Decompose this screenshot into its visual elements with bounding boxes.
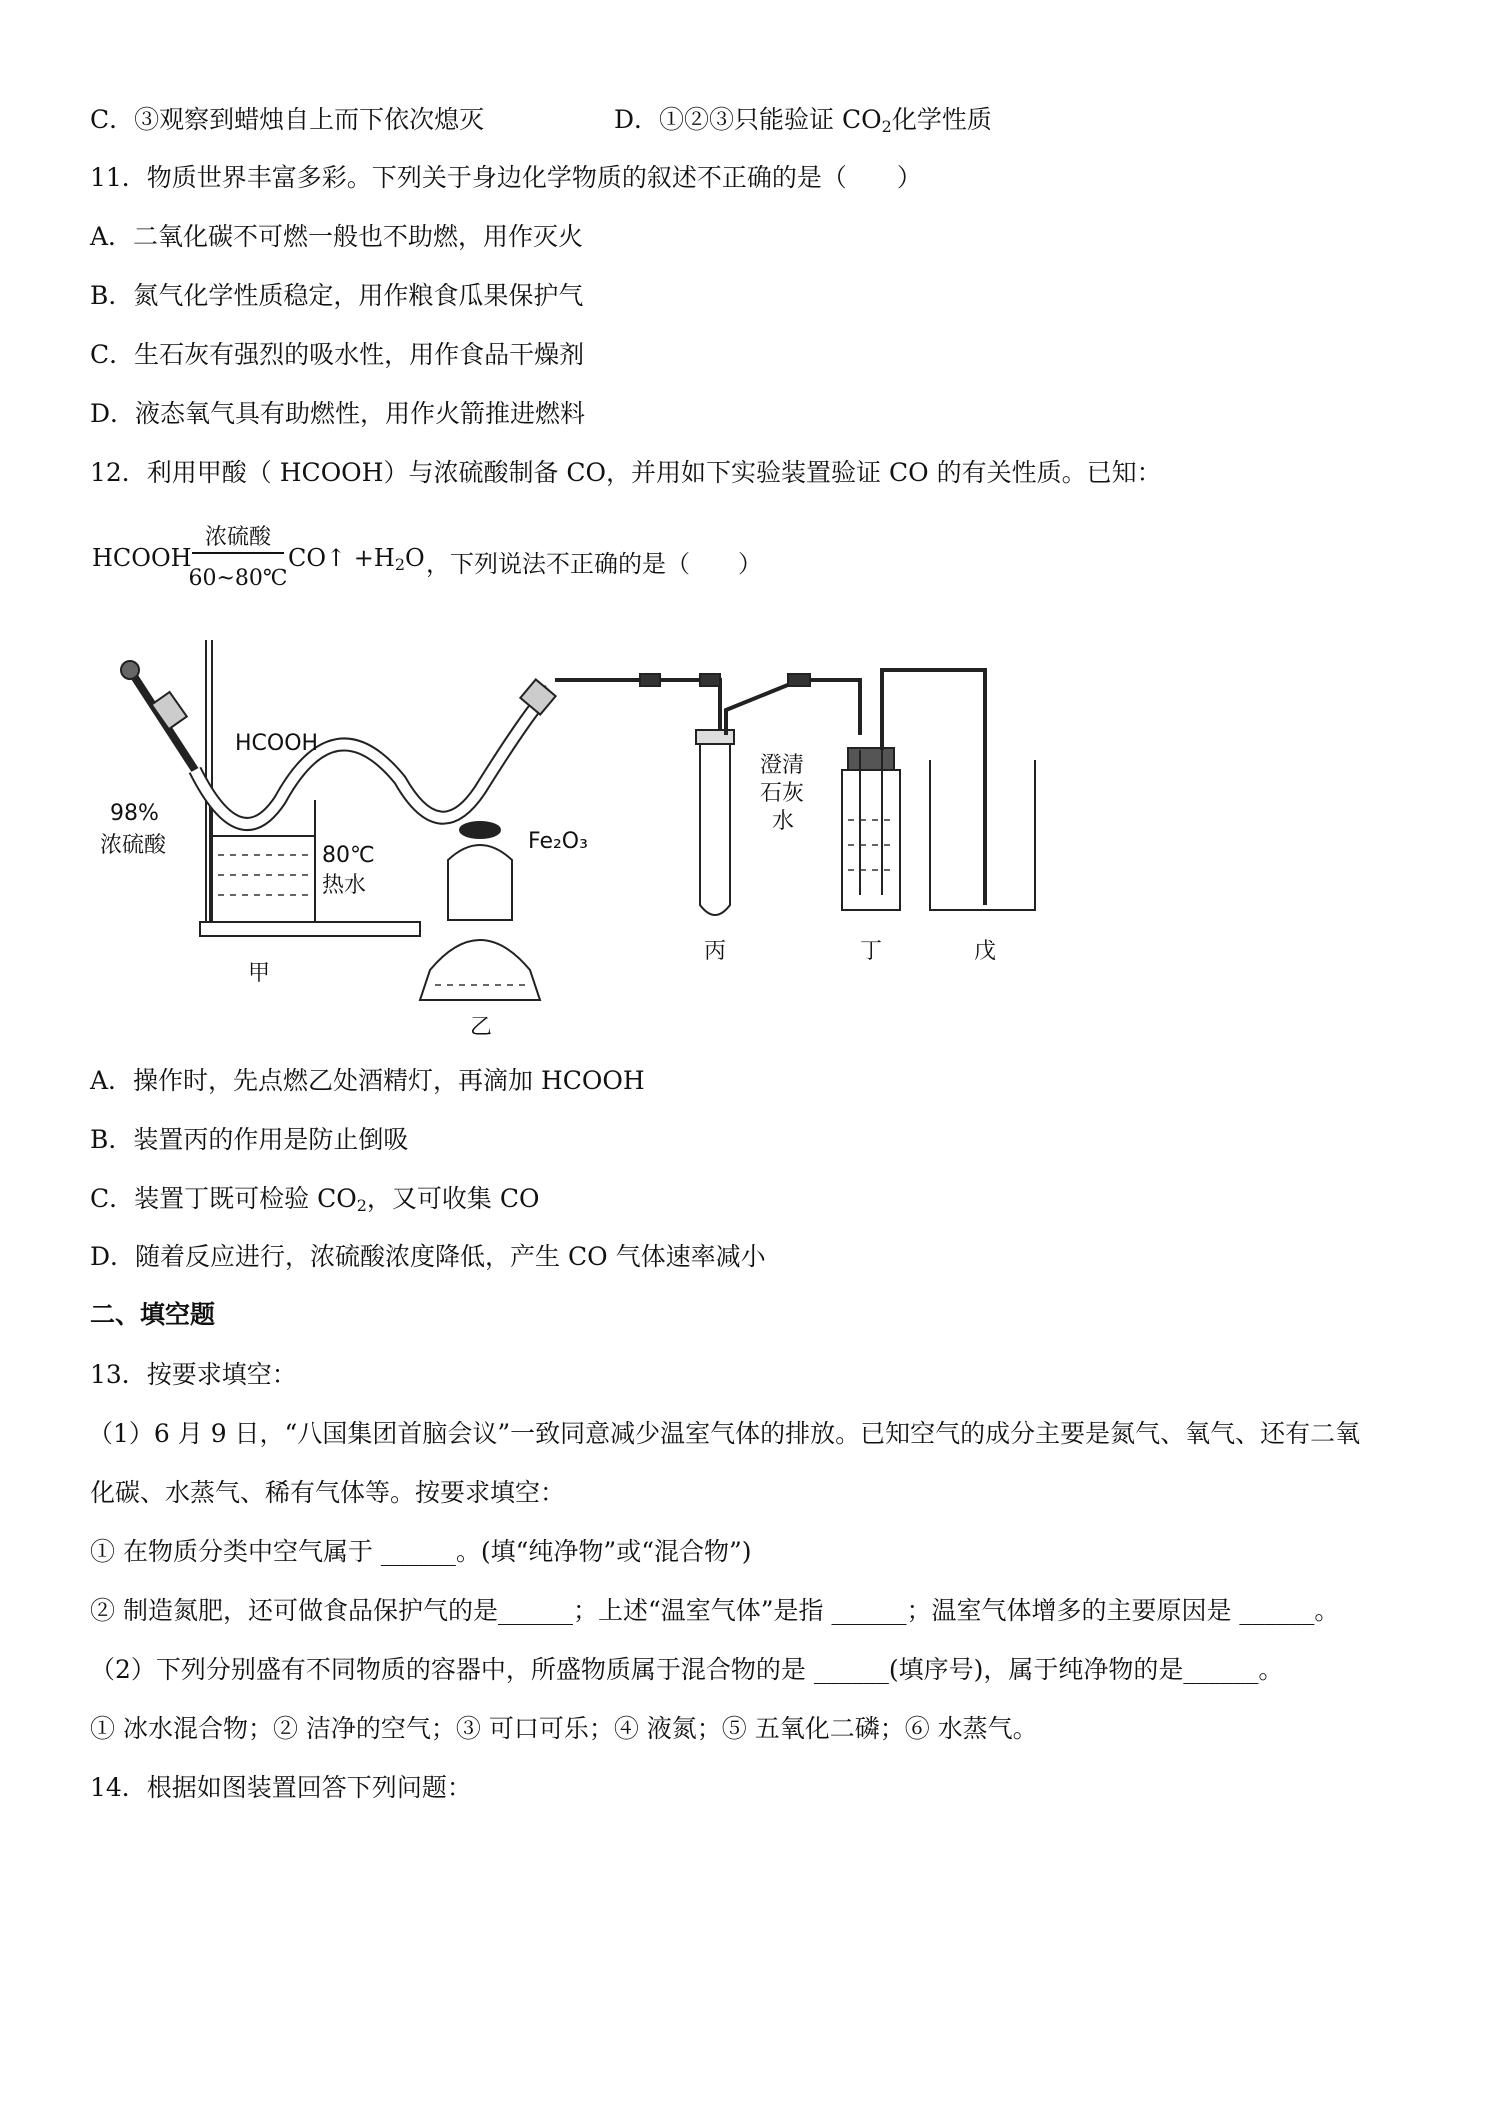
- gas-tube-3: [882, 670, 985, 905]
- q12-option-a: A．操作时，先点燃乙处酒精灯，再滴加 HCOOH: [90, 1066, 645, 1095]
- gas-tube-1: [555, 680, 720, 730]
- label-lime-1: 澄清: [760, 753, 805, 778]
- q12-option-c-sub: 2: [356, 1196, 367, 1215]
- q14-stem: 14．根据如图装置回答下列问题：: [90, 1773, 472, 1802]
- eq-tail: ，下列说法不正确的是（ ）: [426, 550, 762, 578]
- q12-option-d: D．随着反应进行，浓硫酸浓度降低，产生 CO 气体速率减小: [90, 1242, 766, 1271]
- q11-stem: 11．物质世界丰富多彩。下列关于身边化学物质的叙述不正确的是（ ）: [90, 163, 922, 192]
- apparatus-diagram: [100, 640, 1060, 1040]
- q10-option-d: [614, 103, 992, 144]
- burner-chimney: [448, 845, 512, 920]
- label-lime-2: 石灰: [760, 781, 805, 806]
- q13-part1-q2: ② 制造氮肥，还可做食品保护气的是______；上述“温室气体”是指 ______；温室气体增多的主要原因是 ______。: [90, 1596, 1340, 1625]
- label-fe2o3: Fe₂O₃: [528, 829, 588, 854]
- q11-option-b: B．氮气化学性质稳定，用作粮食瓜果保护气: [90, 281, 584, 310]
- q11-option-c: C．生石灰有强烈的吸水性，用作食品干燥剂: [90, 340, 585, 369]
- eq-products-o: O: [405, 544, 425, 572]
- label-jia: 甲: [248, 961, 271, 986]
- q10-option-c: C．③观察到蜡烛自上而下依次熄灭: [90, 105, 485, 134]
- q11-option-a: A．二氧化碳不可燃一般也不助燃，用作灭火: [90, 222, 584, 251]
- q12-option-c-text: C．装置丁既可检验 CO: [90, 1184, 357, 1213]
- q12-option-c-tail: ，又可收集 CO: [366, 1184, 540, 1213]
- section-title: 二、填空题: [90, 1300, 216, 1329]
- alcohol-lamp: [420, 940, 540, 1000]
- label-lime-3: 水: [772, 809, 795, 834]
- label-wu: 戊: [974, 939, 997, 964]
- eq-products: [288, 544, 425, 574]
- eq-catalyst: 浓硫酸: [204, 525, 271, 550]
- q13-part2: （2）下列分别盛有不同物质的容器中，所盛物质属于混合物的是 ______(填序号)，属于纯净物的是______。: [90, 1655, 1284, 1684]
- label-98pct: 98%: [110, 801, 159, 826]
- q11-option-d: D．液态氧气具有助燃性，用作火箭推进燃料: [90, 399, 586, 428]
- q12-option-b: B．装置丙的作用是防止倒吸: [90, 1125, 409, 1154]
- q10-option-d-text: D．①②③只能验证 CO: [614, 105, 882, 134]
- label-80c: 80℃: [322, 843, 375, 868]
- bottle-ding: [842, 770, 900, 910]
- q10-option-d-sub: 2: [881, 117, 892, 136]
- eq-products-text: CO↑ +H: [288, 544, 395, 572]
- label-ding: 丁: [860, 939, 883, 964]
- beaker-wu: [930, 760, 1035, 910]
- label-bing: 丙: [704, 939, 727, 964]
- q13-part1-q1: ① 在物质分类中空气属于 ______。(填“纯净物”或“混合物”): [90, 1537, 752, 1566]
- q13-part1-line2: 化碳、水蒸气、稀有气体等。按要求填空：: [90, 1478, 566, 1507]
- q13-part2-items: ① 冰水混合物；② 洁净的空气；③ 可口可乐；④ 液氮；⑤ 五氧化二磷；⑥ 水蒸气。: [90, 1714, 1038, 1743]
- q12-stem: 12．利用甲酸（ HCOOH）与浓硫酸制备 CO，并用如下实验装置验证 CO 的有关性质。已知：: [90, 458, 1162, 487]
- stand-base: [200, 922, 420, 936]
- q12-option-c: [90, 1182, 539, 1223]
- q13-stem: 13．按要求填空：: [90, 1360, 297, 1389]
- dropper-bulb: [121, 661, 139, 679]
- q10-option-d-tail: 化学性质: [891, 105, 992, 134]
- label-conc-acid: 浓硫酸: [100, 833, 167, 858]
- eq-reactant: HCOOH: [92, 544, 192, 572]
- label-hcooh: HCOOH: [235, 731, 319, 756]
- eq-arrow-line: [192, 552, 284, 554]
- label-yi: 乙: [470, 1015, 493, 1040]
- eq-products-sub: 2: [394, 555, 406, 574]
- eq-condition: 60~80℃: [188, 566, 288, 591]
- test-tube-bing: [700, 740, 730, 915]
- q13-part1-line1: （1）6 月 9 日，“八国集团首脑会议”一致同意减少温室气体的排放。已知空气的成分主要是氮气、氧气、还有二氧: [88, 1419, 1361, 1448]
- gas-tube-2: [726, 680, 860, 735]
- fe2o3-powder: [460, 822, 500, 838]
- label-hot-water: 热水: [322, 873, 367, 898]
